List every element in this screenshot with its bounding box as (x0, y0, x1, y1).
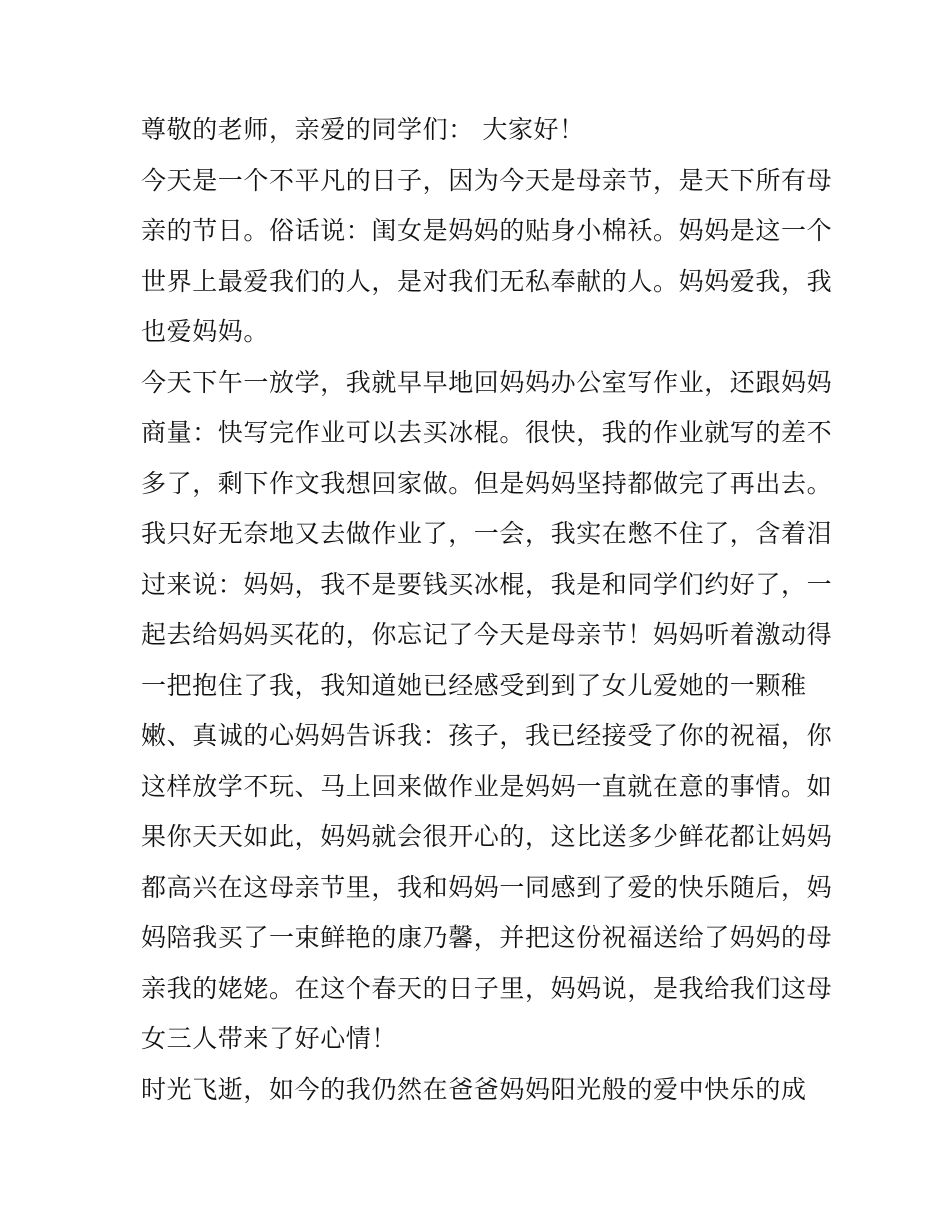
text-line: 今天是一个不平凡的日子，因为今天是母亲节，是天下所有母 (141, 166, 833, 195)
text-line: 起去给妈妈买花的，你忘记了今天是母亲节！妈妈听着激动得 (141, 620, 833, 649)
text-line: 一把抱住了我，我知道她已经感受到到了女儿爱她的一颗稚 (141, 671, 807, 700)
text-line: 都高兴在这母亲节里，我和妈妈一同感到了爱的快乐随后，妈 (141, 873, 833, 902)
text-line: 嫩、真诚的心妈妈告诉我：孩子，我已经接受了你的祝福，你 (141, 721, 833, 750)
text-line: 果你天天如此，妈妈就会很开心的，这比送多少鲜花都让妈妈 (141, 822, 833, 851)
text-line: 今天下午一放学，我就早早地回妈妈办公室写作业，还跟妈妈 (141, 368, 833, 397)
text-line: 世界上最爱我们的人，是对我们无私奉献的人。妈妈爱我，我 (141, 267, 833, 296)
text-line: 这样放学不玩、马上回来做作业是妈妈一直就在意的事情。如 (141, 772, 833, 801)
greeting-line: 尊敬的老师，亲爱的同学们： 大家好！ (141, 115, 585, 144)
text-line: 妈陪我买了一束鲜艳的康乃馨，并把这份祝福送给了妈妈的母 (141, 923, 833, 952)
text-line: 也爱妈妈。 (141, 317, 270, 346)
text-line: 亲的节日。俗话说：闺女是妈妈的贴身小棉袄。妈妈是这一个 (141, 216, 833, 245)
text-line: 过来说：妈妈，我不是要钱买冰棍，我是和同学们约好了，一 (141, 570, 833, 599)
text-line: 女三人带来了好心情！ (141, 1024, 398, 1053)
text-line: 商量：快写完作业可以去买冰棍。很快，我的作业就写的差不 (141, 418, 833, 447)
text-line: 时光飞逝，如今的我仍然在爸爸妈妈阳光般的爱中快乐的成 (141, 1075, 807, 1104)
text-line: 亲我的姥姥。在这个春天的日子里，妈妈说，是我给我们这母 (141, 974, 833, 1003)
text-line: 我只好无奈地又去做作业了，一会，我实在憋不住了，含着泪 (141, 519, 833, 548)
text-line: 多了，剩下作文我想回家做。但是妈妈坚持都做完了再出去。 (141, 469, 833, 498)
